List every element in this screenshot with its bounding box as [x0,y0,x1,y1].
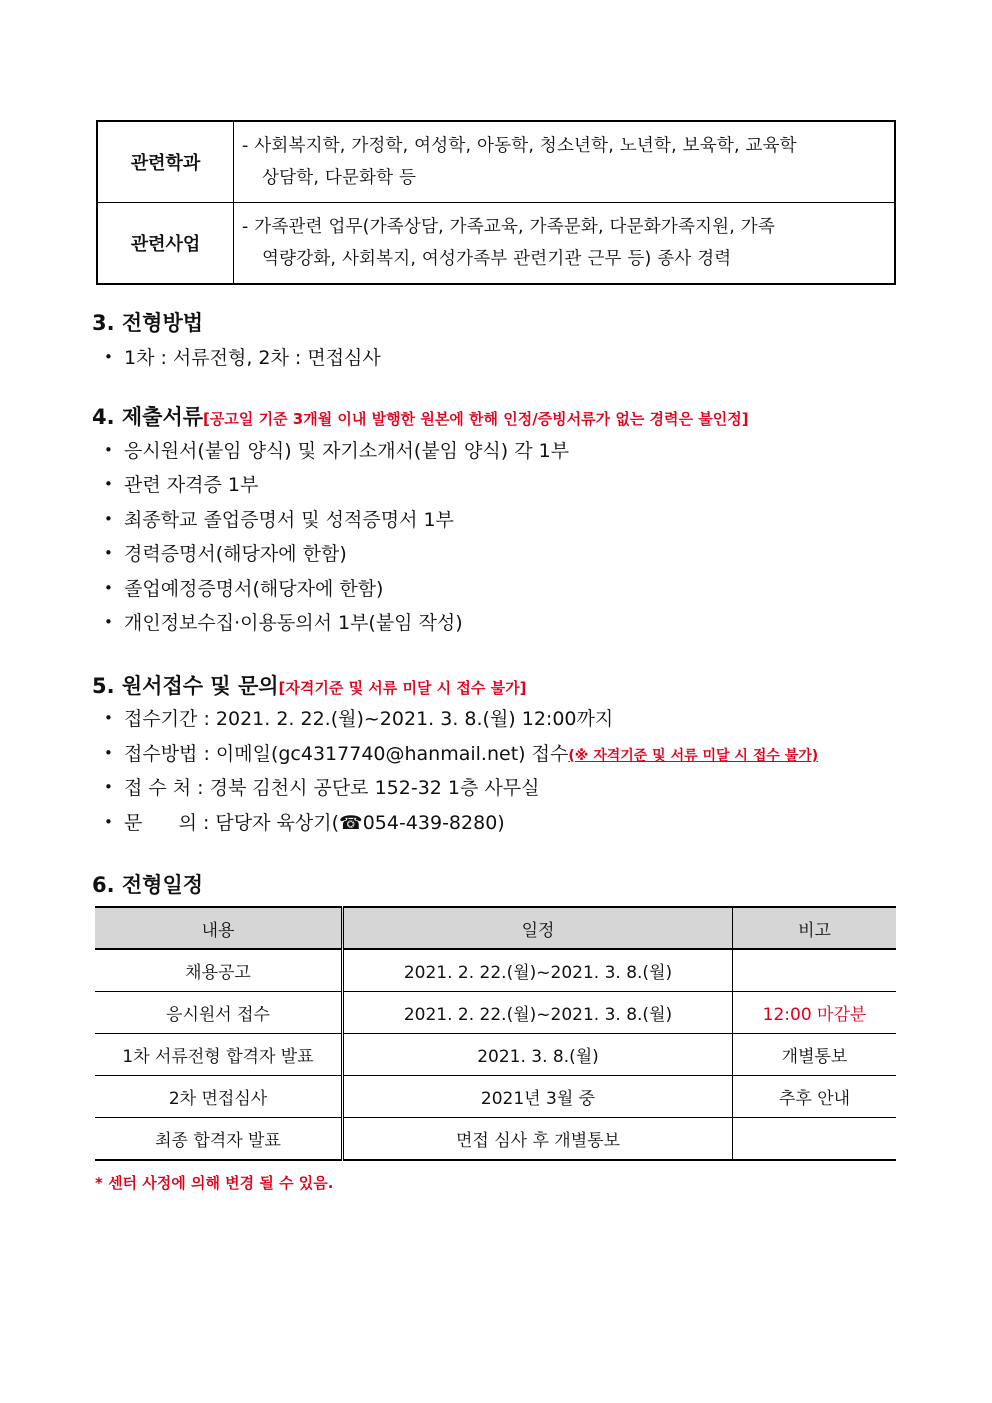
table-cell: 채용공고 [95,949,343,992]
section-title: 3. 전형방법 [92,311,204,335]
section-note: [자격기준 및 서류 미달 시 접수 불가] [278,679,527,697]
row-label: 관련학과 [97,121,234,203]
footnote: * 센터 사정에 의해 변경 될 수 있음. [95,1174,334,1192]
table-cell: 최종 합격자 발표 [95,1118,343,1161]
table-cell: 2차 면접심사 [95,1076,343,1118]
table-cell: 2021. 2. 22.(월)~2021. 3. 8.(월) [343,949,733,992]
table-header-row [95,907,896,949]
column-header: 내용 [95,907,343,949]
row-value-line: 역량강화, 사회복지, 여성가족부 관련기관 근무 등) 종사 경력 [262,249,732,269]
row-value [234,203,896,285]
bullet-icon: • [104,510,113,528]
list-item-text: 최종학교 졸업증명서 및 성적증명서 1부 [124,509,454,531]
bullet-icon: • [104,348,113,366]
table-cell: 1차 서류전형 합격자 발표 [95,1034,343,1076]
row-value-line: 상담학, 다문화학 등 [262,168,417,188]
table-cell: 추후 안내 [733,1076,897,1118]
table-row [95,1076,896,1118]
table-row [95,1034,896,1076]
table-cell: 12:00 마감분 [733,992,897,1034]
table-cell: 2021. 3. 8.(월) [343,1034,733,1076]
contact-phone: 054-439-8280) [362,812,505,834]
list-item [104,608,463,635]
section-4-heading [92,401,749,431]
list-item [104,808,505,835]
row-value-line: - 사회복지학, 가정학, 여성학, 아동학, 청소년학, 노년학, 보육학, 교육학 [242,136,797,156]
list-item [104,436,569,463]
list-item [104,343,381,370]
row-value-line: - 가족관련 업무(가족상담, 가족교육, 가족문화, 다문화가족지원, 가족 [242,217,776,237]
contact-label: 문 의 : 담당자 육상기( [124,812,340,834]
schedule-table [95,906,896,1161]
table-cell: 개별통보 [733,1034,897,1076]
list-item-text: 경력증명서(해당자에 한함) [124,543,347,565]
bullet-icon: • [104,744,113,762]
list-item-text: 1차 : 서류전형, 2차 : 면접심사 [124,347,381,369]
list-item [104,773,539,800]
bullet-icon: • [104,544,113,562]
qualification-table [96,120,896,285]
section-note: [공고일 기준 3개월 이내 발행한 원본에 한해 인정/증빙서류가 없는 경력은 불인정] [203,410,749,428]
list-item-text: 개인정보수집·이용동의서 1부(붙임 작성) [124,612,463,634]
bullet-icon: • [104,441,113,459]
application-period: 접수기간 : 2021. 2. 22.(월)~2021. 3. 8.(월) 12:00까지 [124,708,614,730]
table-row [95,992,896,1034]
section-3-heading [92,307,203,337]
row-label: 관련사업 [97,203,234,285]
list-item [104,539,347,566]
bullet-icon: • [104,778,113,796]
table-row [97,121,895,203]
table-cell: 응시원서 접수 [95,992,343,1034]
table-row [95,949,896,992]
bullet-icon: • [104,475,113,493]
column-header: 일정 [343,907,733,949]
table-cell [733,1118,897,1161]
method-note: (※ 자격기준 및 서류 미달 시 접수 불가) [568,748,819,764]
section-title: 6. 전형일정 [92,873,204,897]
bullet-icon: • [104,613,113,631]
column-header: 비고 [733,907,897,949]
table-cell: 2021년 3월 중 [343,1076,733,1118]
list-item-text: 관련 자격증 1부 [124,474,259,496]
section-title: 4. 제출서류 [92,405,204,429]
list-item [104,739,818,766]
phone-icon: ☎ [339,812,363,834]
row-value [234,121,896,203]
table-cell: 면접 심사 후 개별통보 [343,1118,733,1161]
table-cell [733,949,897,992]
list-item-text: 졸업예정증명서(해당자에 한함) [124,578,384,600]
section-5-heading [92,670,526,700]
table-cell: 2021. 2. 22.(월)~2021. 3. 8.(월) [343,992,733,1034]
list-item-text: 응시원서(붙임 양식) 및 자기소개서(붙임 양식) 각 1부 [124,440,570,462]
list-item [104,470,258,497]
list-item [104,574,383,601]
table-row [97,203,895,285]
section-title: 5. 원서접수 및 문의 [92,674,279,698]
bullet-icon: • [104,813,113,831]
bullet-icon: • [104,709,113,727]
table-row [95,1118,896,1161]
application-method: 접수방법 : 이메일(gc4317740@hanmail.net) 접수 [124,743,569,765]
bullet-icon: • [104,579,113,597]
list-item [104,505,454,532]
application-place: 접 수 처 : 경북 김천시 공단로 152-32 1층 사무실 [124,777,540,799]
list-item [104,704,613,731]
section-6-heading [92,869,203,899]
